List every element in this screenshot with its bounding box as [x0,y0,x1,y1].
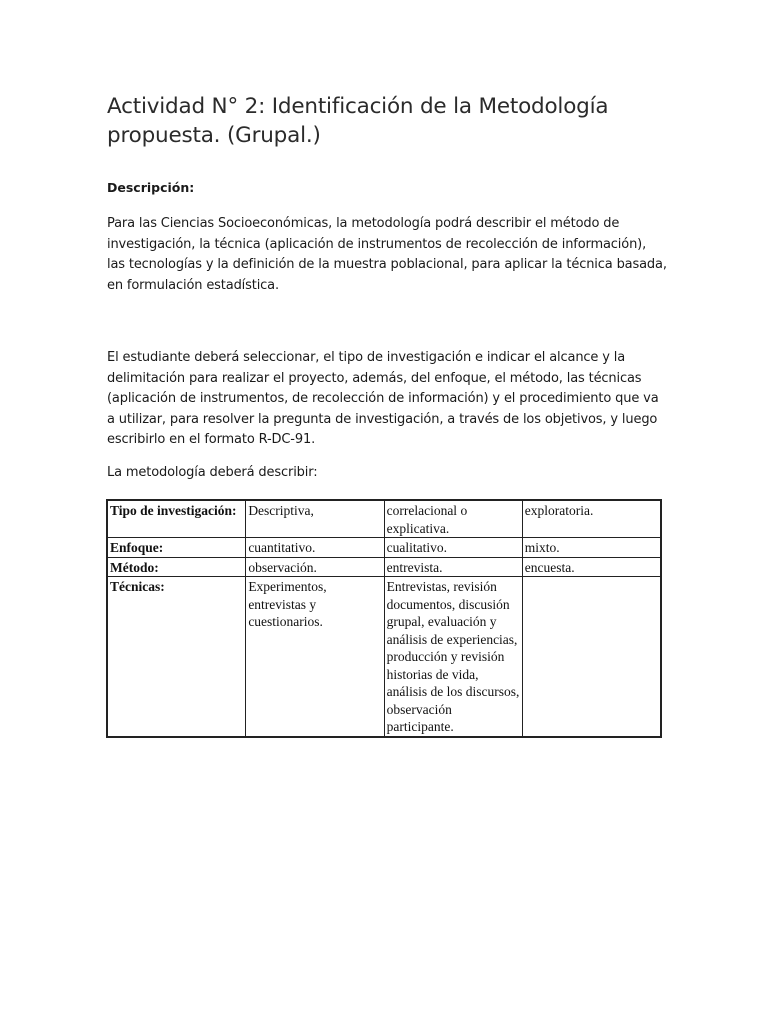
table-cell: cuantitativo. [246,538,384,558]
table-cell: encuesta. [522,557,661,577]
table-row [107,577,661,737]
document-body [107,92,667,483]
document-title: Actividad N° 2: Identificación de la Metodología propuesta. (Grupal.) [107,94,609,148]
table-row [107,557,661,577]
table-cell: exploratoria. [522,500,661,538]
table-cell: correlacional o explicativa. [384,500,522,538]
table-cell: Experimentos, entrevistas y cuestionarios. [246,577,384,737]
table-cell: cualitativo. [384,538,522,558]
table-cell [522,577,661,737]
paragraph-metodologia: La metodología deberá describir: [107,464,318,480]
methodology-table [106,499,662,738]
table-cell: entrevista. [384,557,522,577]
paragraph-estudiante: El estudiante deberá seleccionar, el tipo de investigación e indicar el alcance y la delimitación para realizar el proyecto, además, del enfoque, el método, las técnicas (aplicación de instrumentos, de recolección de información) y el procedimiento que va a utilizar, para resolver la pregunta de investigación, a través de los objetivos, y luego escribirlo en el formato R-DC-91. [107,350,659,447]
paragraph-ciencias: Para las Ciencias Socioeconómicas, la metodología podrá describir el método de investigación, la técnica (aplicación de instrumentos de recolección de información), las tecnologías y la definición de la muestra poblacional, para aplicar la técnica basada, en formulación estadística. [107,216,667,293]
description-label: Descripción: [107,180,195,195]
table-row [107,500,661,538]
row-header-enfoque: Enfoque: [107,538,246,558]
table-cell: Entrevistas, revisión documentos, discusión grupal, evaluación y análisis de experiencias, producción y revisión historias de vida, análisis de los discursos, observación participante. [384,577,522,737]
row-header-metodo: Método: [107,557,246,577]
table-row [107,538,661,558]
table-cell: observación. [246,557,384,577]
table-cell: mixto. [522,538,661,558]
row-header-tipo: Tipo de investigación: [107,500,246,538]
row-header-tecnicas: Técnicas: [107,577,246,737]
table-cell: Descriptiva, [246,500,384,538]
